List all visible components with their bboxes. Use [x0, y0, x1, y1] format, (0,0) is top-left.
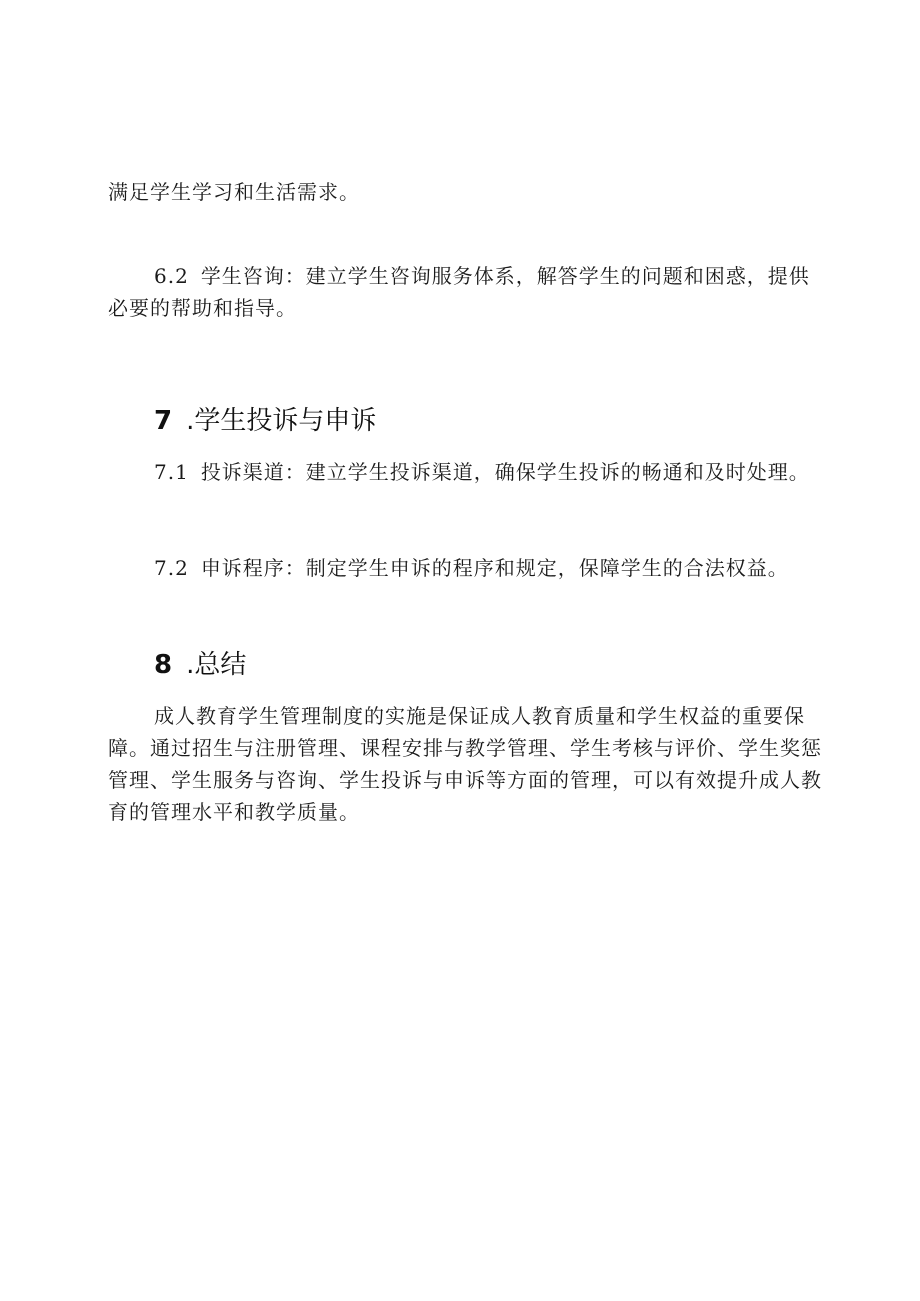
section-7-1-number: 7.1 [154, 460, 189, 484]
section-7-title: .学生投诉与申诉 [186, 406, 377, 436]
section-7-heading [154, 404, 376, 438]
section-7-2-number: 7.2 [154, 556, 189, 580]
section-8-heading [154, 648, 246, 682]
section-7-1-text: 投诉渠道：建立学生投诉渠道，确保学生投诉的畅通和及时处理。 [200, 460, 810, 484]
section-8-title: .总结 [186, 650, 247, 680]
section-6-2-text: 学生咨询：建立学生咨询服务体系，解答学生的问题和困惑，提供必要的帮助和指导。 [108, 264, 810, 320]
continued-paragraph [108, 176, 828, 208]
section-7-2-text: 申诉程序：制定学生申诉的程序和规定，保障学生的合法权益。 [200, 556, 789, 580]
section-8-number: 8 [154, 650, 173, 680]
section-8-text: 成人教育学生管理制度的实施是保证成人教育质量和学生权益的重要保障。通过招生与注册管理、课程安排与教学管理、学生考核与评价、学生奖惩管理、学生服务与咨询、学生投诉与申诉等方面的管理，可以有效提升成人教育的管理水平和教学质量。 [108, 704, 822, 824]
section-6-2-paragraph [108, 260, 828, 324]
section-6-2-number: 6.2 [154, 264, 189, 288]
section-7-1-paragraph [108, 456, 828, 488]
section-7-number: 7 [154, 406, 173, 436]
section-8-paragraph [108, 700, 828, 828]
section-7-2-paragraph [108, 552, 828, 584]
continued-paragraph-text: 满足学生学习和生活需求。 [108, 180, 360, 204]
